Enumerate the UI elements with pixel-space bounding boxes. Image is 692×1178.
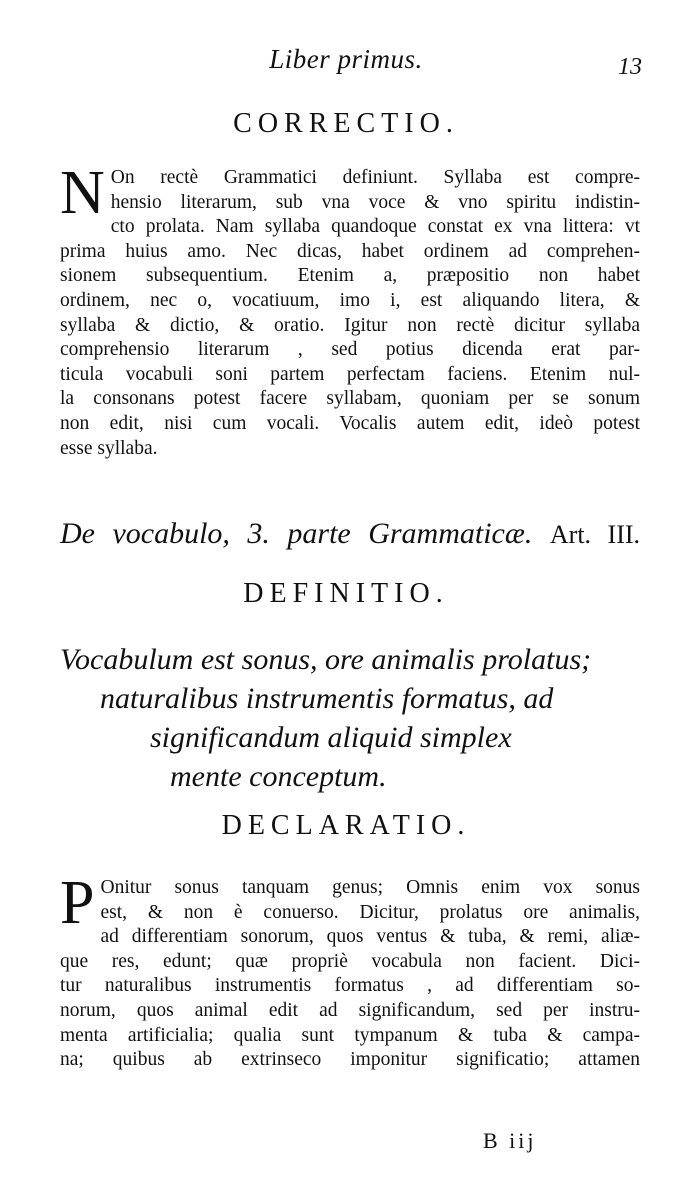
text-line: sionem subsequentium. Etenim a, præpositio non habet bbox=[60, 265, 640, 287]
drop-cap: P bbox=[60, 869, 95, 937]
text-line: On rectè Grammatici definiunt. Syllaba est compre- bbox=[110, 167, 640, 188]
text-line: prima huius amo. Nec dicas, habet ordinem ad comprehen- bbox=[60, 240, 640, 262]
section-heading-declaratio: DECLARATIO. bbox=[221, 810, 471, 841]
text-line: na; quibus ab extrinseco imponitur significatio; attamen bbox=[60, 1049, 640, 1071]
definition-line: mente conceptum. bbox=[170, 760, 387, 793]
text-line: norum, quos animal edit ad significandum, sed per instru- bbox=[60, 999, 640, 1021]
definition-line: naturalibus instrumentis formatus, ad bbox=[100, 682, 554, 715]
declaratio-paragraph bbox=[60, 869, 640, 1073]
drop-cap: N bbox=[60, 159, 105, 227]
text-line: Onitur sonus tanquam genus; Omnis enim vox sonus bbox=[100, 877, 640, 898]
definition-line: Vocabulum est sonus, ore animalis prolatus; bbox=[60, 643, 592, 676]
text-line: ordinem, nec o, vocatiuum, imo i, est aliquando litera, & bbox=[60, 289, 640, 311]
text-line: syllaba & dictio, & oratio. Igitur non rectè dicitur syllaba bbox=[60, 314, 640, 336]
text-line: que res, edunt; quæ propriè vocabula non facient. Dici- bbox=[60, 950, 640, 972]
running-title: Liber primus. bbox=[269, 44, 423, 74]
text-line: non edit, nisi cum vocali. Vocalis autem edit, ideò potest bbox=[60, 412, 640, 434]
text-line: esse syllaba. bbox=[60, 437, 158, 459]
signature-mark: B iij bbox=[483, 1128, 537, 1153]
text-line: tur naturalibus instrumentis formatus , ad differentiam so- bbox=[60, 975, 640, 997]
page-number: 13 bbox=[618, 54, 642, 80]
article-heading bbox=[60, 517, 640, 551]
section-heading-definitio: DEFINITIO. bbox=[243, 578, 449, 609]
text-line: cto prolata. Nam syllaba quandoque constat ex vna littera: vt bbox=[110, 216, 640, 238]
definition-text bbox=[60, 640, 640, 796]
section-heading-correctio: CORRECTIO. bbox=[233, 108, 459, 139]
text-line: ad differentiam sonorum, quos ventus & tuba, & remi, aliæ- bbox=[100, 926, 640, 948]
text-line: comprehensio literarum , sed potius dicenda erat par- bbox=[60, 339, 640, 361]
text-line: menta artificialia; qualia sunt tympanum & tuba & campa- bbox=[60, 1024, 640, 1046]
correctio-paragraph bbox=[60, 159, 640, 461]
definition-line: significandum aliquid simplex bbox=[150, 721, 512, 754]
text-line: la consonans potest facere syllabam, quoniam per se sonum bbox=[60, 388, 640, 410]
article-number: Art. III. bbox=[549, 520, 641, 549]
text-line: est, & non è conuerso. Dicitur, prolatus ore animalis, bbox=[100, 901, 640, 923]
article-title: De vocabulo, 3. parte Grammaticæ. bbox=[60, 517, 533, 550]
text-line: hensio literarum, sub vna voce & vno spiritu indistin- bbox=[110, 191, 640, 213]
text-line: ticula vocabuli soni partem perfectam faciens. Etenim nul- bbox=[60, 363, 640, 385]
